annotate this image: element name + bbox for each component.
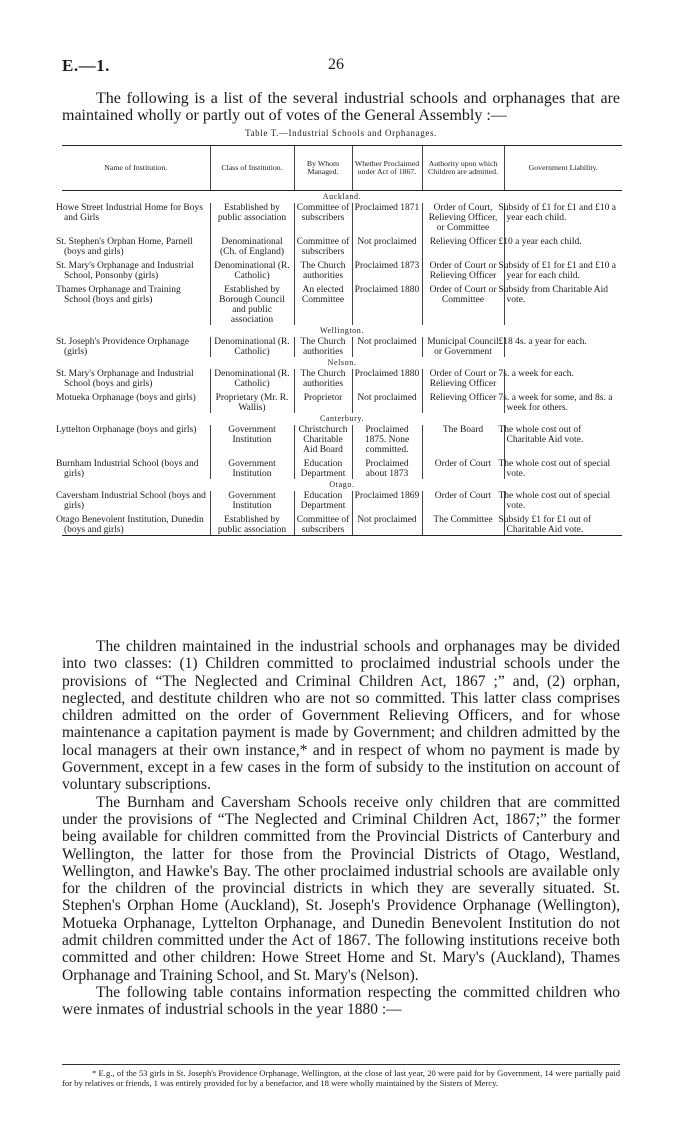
table-cell: Order of Court or Relieving Officer <box>422 261 504 281</box>
table-row <box>62 203 622 233</box>
table-header-row <box>62 146 622 191</box>
table-cell: An elected Committee <box>294 285 352 325</box>
table-cell: The Committee <box>422 515 504 536</box>
table-cell: Caversham Industrial School (boys and girls) <box>56 491 206 511</box>
table-cell: £18 4s. a year for each. <box>504 337 622 357</box>
table-cell: St. Stephen's Orphan Home, Parnell (boys and girls) <box>56 237 193 257</box>
intro-paragraph: The following is a list of the several industrial schools and orphanages that are maintained wholly or partly out of votes of the General Assembly :— <box>62 90 620 124</box>
region-row <box>62 191 622 204</box>
table-cell: Established by public association <box>210 203 294 233</box>
table-cell: St. Joseph's Providence Orphanage (girls) <box>56 337 190 357</box>
table-cell: Not proclaimed <box>352 337 422 357</box>
table-cell: Burnham Industrial School (boys and girls) <box>56 459 199 479</box>
table-cell: Education Department <box>294 459 352 479</box>
table-cell: Order of Court, Relieving Officer, or Committee <box>422 203 504 233</box>
table-cell: 7s. a week for each. <box>504 369 622 389</box>
table-cell: The whole cost out of special vote. <box>504 459 622 479</box>
paragraph: The following table contains information respecting the committed children who were inmates of industrial schools in the year 1880 :— <box>62 983 620 1019</box>
table-cell: Education Department <box>294 491 352 511</box>
table-cell: Not proclaimed <box>352 393 422 413</box>
table-cell: Otago Benevolent Institution, Dunedin (boys and girls) <box>62 515 210 536</box>
table-cell: 7s. a week for some, and 8s. a week for others. <box>504 393 622 413</box>
table-cell: Committee of subscribers <box>294 515 352 536</box>
table-row <box>62 425 622 455</box>
table-cell: Subsidy from Charitable Aid vote. <box>504 285 622 325</box>
table-cell: Relieving Officer <box>422 393 504 413</box>
page-number: 26 <box>328 56 344 73</box>
table-cell: Christchurch Charitable Aid Board <box>294 425 352 455</box>
paragraph: The children maintained in the industrial schools and orphanages may be divided into two classes: (1) Children committed to proclaimed industrial schools under the provisions of “The Neglected and Criminal Children Act, 1867 ;” and, (2) orphan, neglected, and destitute children who are not so committed. This latter class comprises children admitted on the order of Government Relieving Officers, and for whose maintenance a capitation payment is made by Government; and children admitted by the local managers at their own instance,* and in respect of whom no payment is made by Government, except in a few cases in the form of subsidy to the institution on account of voluntary subscriptions. <box>62 638 620 794</box>
region-heading: Otago. <box>329 480 355 489</box>
table-row <box>62 369 622 389</box>
table-cell: Established by public association <box>210 515 294 536</box>
column-header: Name of Institution. <box>62 146 210 191</box>
table-row <box>62 515 622 536</box>
table-cell: Order of Court or Relieving Officer <box>422 369 504 389</box>
table-cell: Committee of subscribers <box>294 203 352 233</box>
column-header: Authority upon which Children are admitted. <box>422 146 504 191</box>
table-cell: Government Institution <box>210 459 294 479</box>
column-header: Whether Proclaimed under Act of 1867. <box>352 146 422 191</box>
table-cell: Lyttelton Orphanage (boys and girls) <box>56 425 197 435</box>
paragraph: The Burnham and Caversham Schools receive only children that are committed under the provisions of “The Neglected and Criminal Children Act, 1867;” the former being available for children committed from the Provincial Districts of Canterbury and Wellington, the latter for those from the Provincial Districts of Otago, Westland, Wellington, and Hawke's Bay. The other proclaimed industrial schools are available only for the children of the provincial districts in which they are severally situated. St. Stephen's Orphan Home (Auckland), St. Joseph's Providence Orphanage (Wellington), Motueka Orphanage, Lyttelton Orphanage, and Dunedin Benevolent Institution do not admit children committed under the Act of 1867. The following institutions receive both committed and other children: Howe Street Home and St. Mary's (Auckland), Thames Orphanage and Training School, and St. Mary's (Nelson). <box>62 793 620 984</box>
table-cell: The Church authorities <box>294 261 352 281</box>
table-cell: Not proclaimed <box>352 237 422 257</box>
region-row <box>62 479 622 491</box>
table-row <box>62 285 622 325</box>
region-row <box>62 413 622 425</box>
region-row <box>62 325 622 337</box>
table-row <box>62 237 622 257</box>
column-header: Government Liability. <box>504 146 622 191</box>
table-cell: St. Mary's Orphanage and Industrial School (boys and girls) <box>56 369 194 389</box>
table-cell: Denominational (R. Catholic) <box>210 369 294 389</box>
table-row <box>62 491 622 511</box>
table-cell: The Church authorities <box>294 337 352 357</box>
region-heading: Wellington. <box>320 326 364 335</box>
table-cell: St. Mary's Orphanage and Industrial School, Ponsonby (girls) <box>56 261 194 281</box>
region-heading: Auckland. <box>322 192 362 201</box>
table-cell: The Church authorities <box>294 369 352 389</box>
body-text <box>62 638 620 1019</box>
region-heading: Nelson. <box>327 358 357 367</box>
table-cell: Municipal Council or Government <box>422 337 504 357</box>
table-cell: Subsidy of £1 for £1 and £10 a year for each child. <box>504 261 622 281</box>
table-cell: Proclaimed 1880 <box>352 369 422 389</box>
region-row <box>62 357 622 369</box>
column-header: By Whom Managed. <box>294 146 352 191</box>
table-cell: Proclaimed about 1873 <box>352 459 422 479</box>
table-cell: The whole cost out of special vote. <box>504 491 622 511</box>
table-cell: Denominational (Ch. of England) <box>210 237 294 257</box>
region-heading: Canterbury. <box>319 414 365 423</box>
table-cell: Proprietary (Mr. R. Wallis) <box>210 393 294 413</box>
table-cell: Order of Court <box>422 459 504 479</box>
column-header: Class of Institution. <box>210 146 294 191</box>
table-row <box>62 261 622 281</box>
table-cell: Motueka Orphanage (boys and girls) <box>56 393 196 403</box>
table-cell: Order of Court <box>422 491 504 511</box>
table-cell: Denominational (R. Catholic) <box>210 261 294 281</box>
table-cell: Relieving Officer <box>422 237 504 257</box>
table-cell: The Board <box>422 425 504 455</box>
table-cell: Howe Street Industrial Home for Boys and Girls <box>56 203 203 223</box>
table-cell: Proclaimed 1871 <box>352 203 422 233</box>
table-cell: Proclaimed 1875. None committed. <box>352 425 422 455</box>
table-row <box>62 393 622 413</box>
footnote: * E.g., of the 53 girls in St. Joseph's Providence Orphanage, Wellington, at the close of last year, 20 were paid for by Government, 14 were partially paid for by relatives or friends, 1 was entirely provided for by a benefactor, and 18 were wholly maintained by the Sisters of Mercy. <box>62 1068 620 1088</box>
table-cell: The whole cost out of Charitable Aid vote. <box>504 425 622 455</box>
table-cell: Denominational (R. Catholic) <box>210 337 294 357</box>
table-cell: Proprietor <box>294 393 352 413</box>
table-cell: Subsidy of £1 for £1 and £10 a year each child. <box>504 203 622 233</box>
institutions-table <box>56 145 622 536</box>
series-code: E.—1. <box>62 56 110 75</box>
table-cell: Not proclaimed <box>352 515 422 536</box>
table-cell: Order of Court or Committee <box>422 285 504 325</box>
table-body <box>56 191 622 536</box>
table-cell: Committee of subscribers <box>294 237 352 257</box>
table-title: Table T.—Industrial Schools and Orphanages. <box>245 128 437 138</box>
table-cell: Proclaimed 1873 <box>352 261 422 281</box>
table-cell: Proclaimed 1869 <box>352 491 422 511</box>
table-cell: Proclaimed 1880 <box>352 285 422 325</box>
table-cell: Established by Borough Council and public association <box>210 285 294 325</box>
table-row <box>62 459 622 479</box>
table-cell: Subsidy £1 for £1 out of Charitable Aid vote. <box>504 515 622 536</box>
footnote-divider <box>62 1064 620 1065</box>
table-cell: £10 a year each child. <box>504 237 622 257</box>
table-cell: Thames Orphanage and Training School (boys and girls) <box>56 285 181 305</box>
table-cell: Government Institution <box>210 491 294 511</box>
table-row <box>62 337 622 357</box>
table-cell: Government Institution <box>210 425 294 455</box>
